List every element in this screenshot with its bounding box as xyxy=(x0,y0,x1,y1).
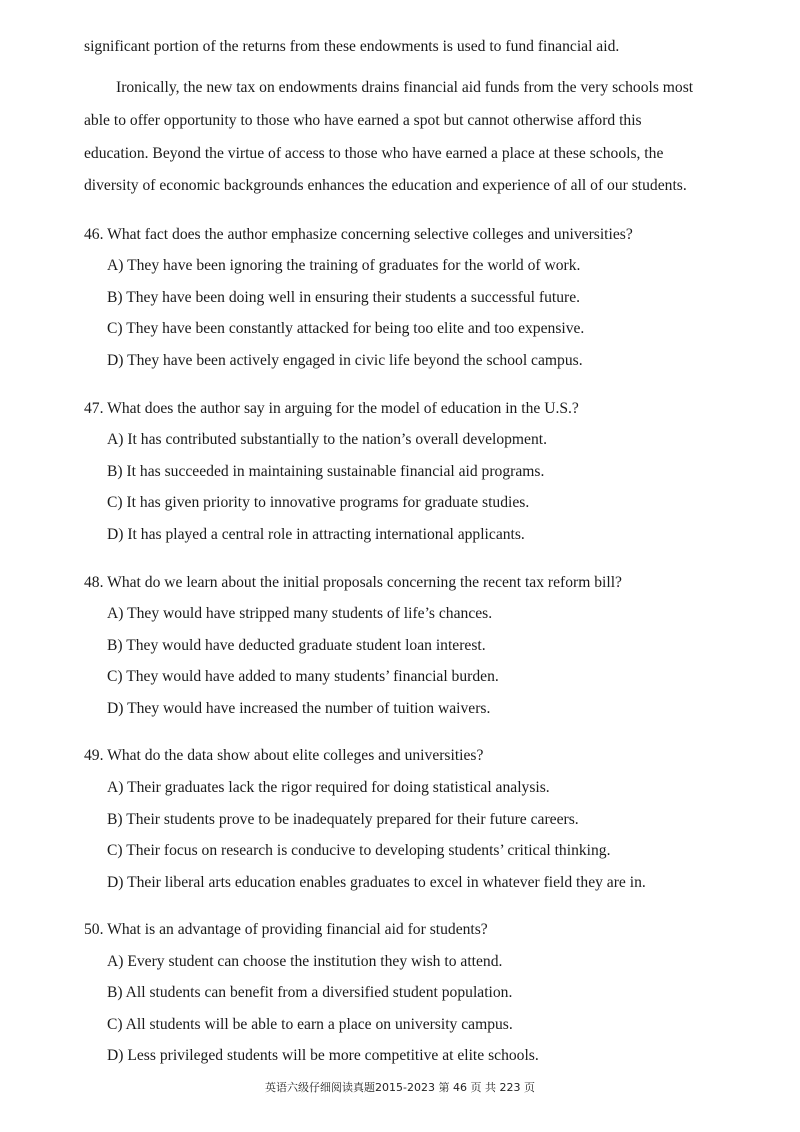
question-48-option-d: D) They would have increased the number of tuition waivers. xyxy=(107,700,491,717)
question-48-option-a: A) They would have stripped many students of life’s chances. xyxy=(107,605,493,622)
question-50-option-d: D) Less privileged students will be more competitive at elite schools. xyxy=(107,1047,539,1064)
passage-paragraph-start: Ironically, the new tax on endowments drains financial aid funds from the very schools most xyxy=(116,79,694,96)
question-50-option-a: A) Every student can choose the institution they wish to attend. xyxy=(107,953,503,970)
question-48-option-b: B) They would have deducted graduate student loan interest. xyxy=(107,637,486,654)
passage-line: able to offer opportunity to those who have earned a spot but cannot otherwise afford this xyxy=(84,112,642,129)
question-49-option-a: A) Their graduates lack the rigor required for doing statistical analysis. xyxy=(107,779,550,796)
question-stem-50: 50. What is an advantage of providing financial aid for students? xyxy=(84,921,488,938)
question-47-option-c: C) It has given priority to innovative programs for graduate studies. xyxy=(107,494,530,511)
question-46-option-a: A) They have been ignoring the training of graduates for the world of work. xyxy=(107,257,581,274)
question-stem-46: 46. What fact does the author emphasize concerning selective colleges and universities? xyxy=(84,226,633,243)
question-49-option-c: C) Their focus on research is conducive to developing students’ critical thinking. xyxy=(107,842,611,859)
passage-line: diversity of economic backgrounds enhances the education and experience of all of our students. xyxy=(84,177,687,194)
question-stem-49: 49. What do the data show about elite colleges and universities? xyxy=(84,747,484,764)
question-50-option-b: B) All students can benefit from a diversified student population. xyxy=(107,984,513,1001)
question-47-option-b: B) It has succeeded in maintaining sustainable financial aid programs. xyxy=(107,463,545,480)
question-46-option-d: D) They have been actively engaged in civic life beyond the school campus. xyxy=(107,352,583,369)
question-49-option-d: D) Their liberal arts education enables graduates to excel in whatever field they are in. xyxy=(107,874,646,891)
question-47-option-a: A) It has contributed substantially to the nation’s overall development. xyxy=(107,431,547,448)
question-46-option-c: C) They have been constantly attacked for being too elite and too expensive. xyxy=(107,320,585,337)
passage-line: education. Beyond the virtue of access to those who have earned a place at these schools, the xyxy=(84,145,664,162)
question-47-option-d: D) It has played a central role in attracting international applicants. xyxy=(107,526,525,543)
passage-line: significant portion of the returns from these endowments is used to fund financial aid. xyxy=(84,38,620,55)
question-50-option-c: C) All students will be able to earn a place on university campus. xyxy=(107,1016,513,1033)
question-46-option-b: B) They have been doing well in ensuring their students a successful future. xyxy=(107,289,581,306)
question-stem-48: 48. What do we learn about the initial proposals concerning the recent tax reform bill? xyxy=(84,574,622,591)
question-stem-47: 47. What does the author say in arguing for the model of education in the U.S.? xyxy=(84,400,579,417)
question-48-option-c: C) They would have added to many students’ financial burden. xyxy=(107,668,499,685)
page-footer: 英语六级仔细阅读真题2015-2023 第 46 页 共 223 页 xyxy=(265,1081,535,1094)
question-49-option-b: B) Their students prove to be inadequately prepared for their future careers. xyxy=(107,811,579,828)
